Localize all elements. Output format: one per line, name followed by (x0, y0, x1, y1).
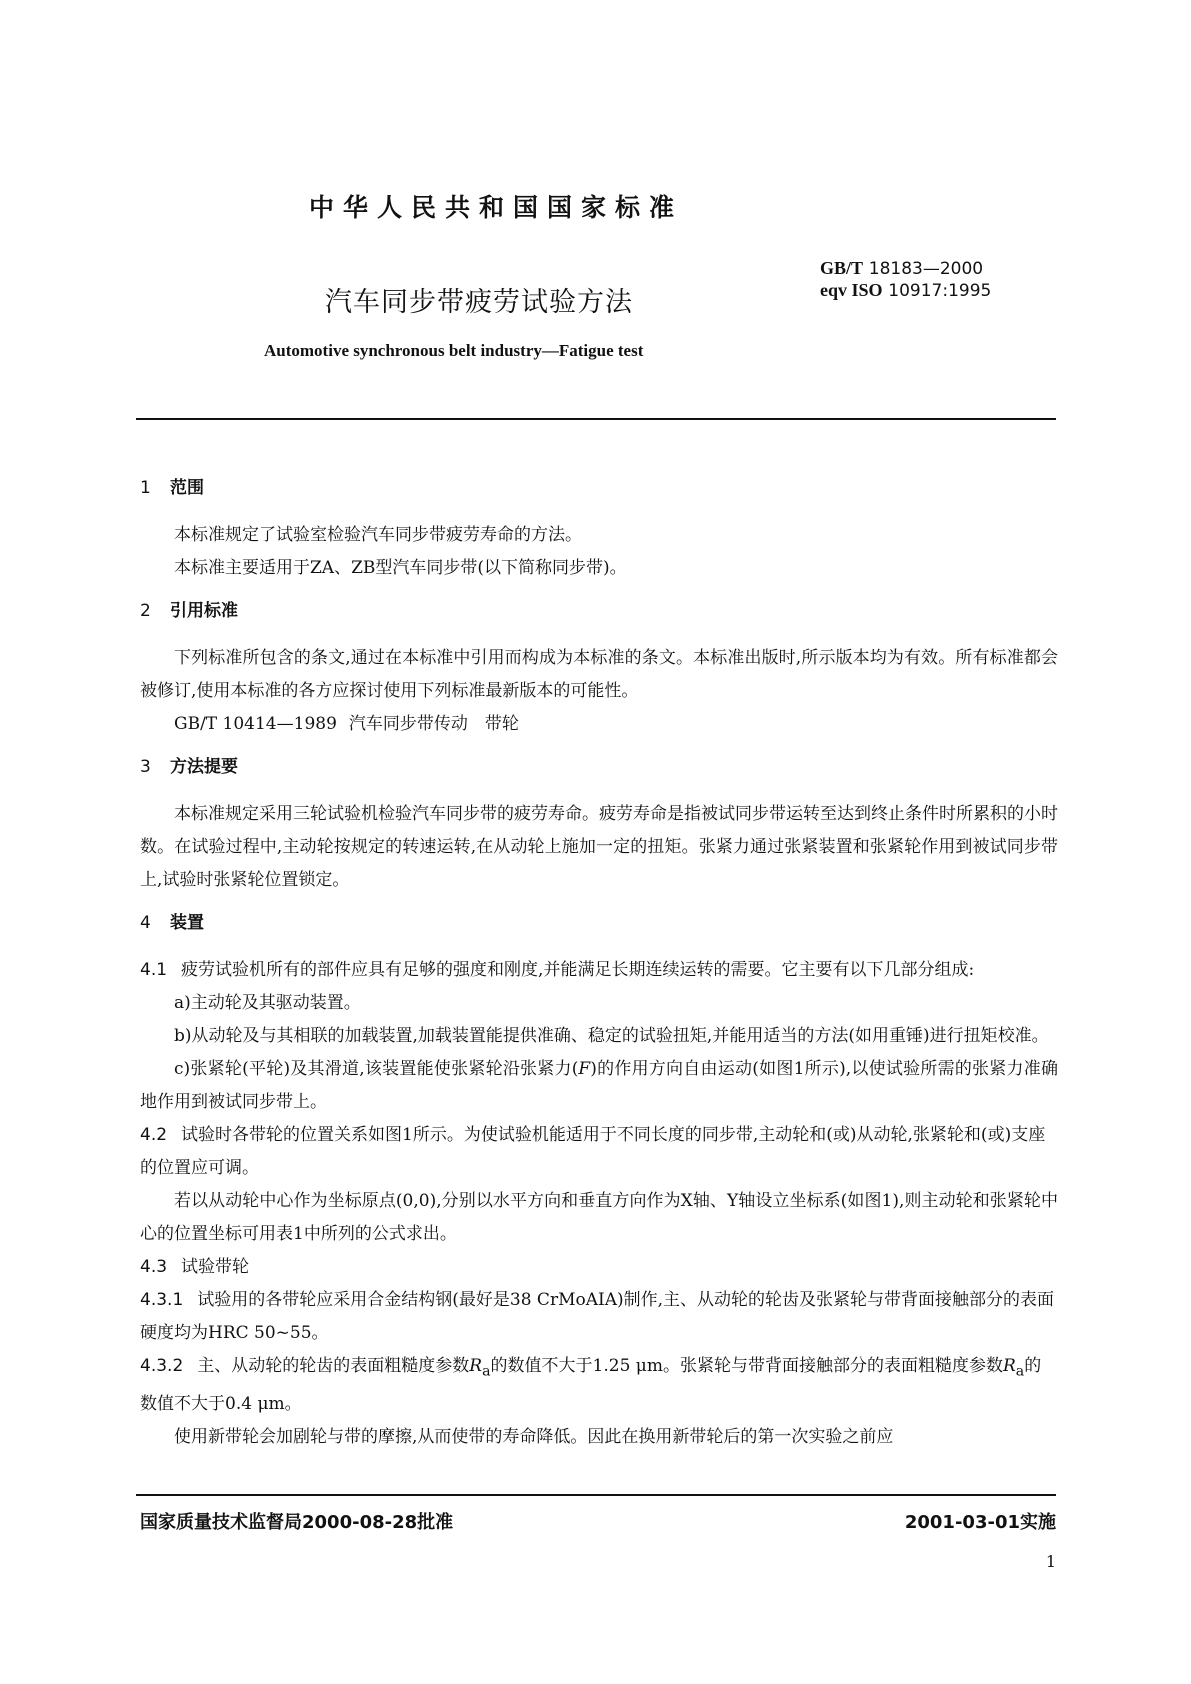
standard-code-number: 18183—2000 (868, 259, 984, 279)
standard-code (820, 258, 991, 302)
approval-date: 国家质量技术监督局2000-08-28批准 (140, 1512, 454, 1533)
equivalent-standard-number: 10917:1995 (888, 281, 992, 301)
standard-code-prefix: GB/T (820, 258, 864, 278)
section-heading-method-summary: 3 方法提要 (140, 757, 238, 777)
clause-4-3: 4.3 试验带轮 (140, 1257, 250, 1277)
list-item-b: b)从动轮及与其相联的加载装置,加载装置能提供准确、稳定的试验扭矩,并能用适当的方法(如用重锤)进行扭矩校准。 (174, 1026, 1049, 1046)
clause-4-1: 4.1 疲劳试验机所有的部件应具有足够的强度和刚度,并能满足长期连续运转的需要。它主要有以下几部分组成: (140, 960, 975, 980)
scope-paragraph-1: 本标准规定了试验室检验汽车同步带疲劳寿命的方法。 (174, 525, 582, 545)
document-title: 汽车同步带疲劳试验方法 (325, 287, 633, 318)
list-item-c: c)张紧轮(平轮)及其滑道,该装置能使张紧轮沿张紧力(F)的作用方向自由运动(如图1所示),以使试验所需的张紧力准确地作用到被试同步带上。 (140, 1059, 1059, 1112)
effective-date: 2001-03-01实施 (904, 1512, 1056, 1533)
clause-4-3-2-paragraph-2: 使用新带轮会加剧轮与带的摩擦,从而使带的寿命降低。因此在换用新带轮后的第一次实验之前应 (174, 1427, 894, 1448)
standard-code-line-2 (820, 280, 991, 302)
document-title-english: Automotive synchronous belt industry—Fatigue test (264, 341, 644, 360)
section-heading-scope: 1 范围 (140, 478, 204, 498)
clause-4-2: 4.2 试验时各带轮的位置关系如图1所示。为使试验机能适用于不同长度的同步带,主动轮和(或)从动轮,张紧轮和(或)支座的位置应可调。 (140, 1125, 1046, 1178)
page-number: 1 (1045, 1552, 1056, 1571)
footer-divider (136, 1494, 1056, 1496)
document-body (140, 472, 1058, 1454)
clause-4-2-paragraph-2: 若以从动轮中心作为坐标原点(0,0),分别以水平方向和垂直方向作为X轴、Y轴设立坐标系(如图1),则主动轮和张紧轮中心的位置坐标可用表1中所列的公式求出。 (140, 1191, 1058, 1244)
section-heading-references: 2 引用标准 (140, 601, 238, 621)
clause-4-3-1: 4.3.1 试验用的各带轮应采用合金结构钢(最好是38 CrMoAIA)制作,主、从动轮的轮齿及张紧轮与带背面接触部分的表面硬度均为HRC 50~55。 (140, 1290, 1055, 1343)
standard-code-line-1 (820, 258, 991, 280)
method-summary-paragraph: 本标准规定采用三轮试验机检验汽车同步带的疲劳寿命。疲劳寿命是指被试同步带运转至达到终止条件时所累积的小时数。在试验过程中,主动轮按规定的转速运转,在从动轮上施加一定的扭矩。张紧力通过张紧装置和张紧轮作用到被试同步带上,试验时张紧轮位置锁定。 (140, 804, 1058, 890)
reference-entry: GB/T 10414—1989 汽车同步带传动 带轮 (174, 714, 519, 734)
scope-paragraph-2: 本标准主要适用于ZA、ZB型汽车同步带(以下简称同步带)。 (174, 558, 627, 578)
list-item-a: a)主动轮及其驱动装置。 (174, 993, 361, 1013)
clause-4-3-2: 4.3.2 主、从动轮的轮齿的表面粗糙度参数$R_a$的数值不大于1.25 μm。张紧轮与带背面接触部分的表面粗糙度参数$R_a$的数值不大于0.4 μm。 (140, 1356, 1042, 1415)
national-standard-title: 中华人民共和国国家标准 (309, 193, 684, 222)
header-divider (136, 418, 1056, 420)
references-paragraph: 下列标准所包含的条文,通过在本标准中引用而构成为本标准的条文。本标准出版时,所示版本均为有效。所有标准都会被修订,使用本标准的各方应探讨使用下列标准最新版本的可能性。 (140, 648, 1058, 701)
equivalent-standard-prefix: eqv ISO (820, 280, 883, 300)
section-heading-apparatus: 4 装置 (140, 913, 204, 933)
